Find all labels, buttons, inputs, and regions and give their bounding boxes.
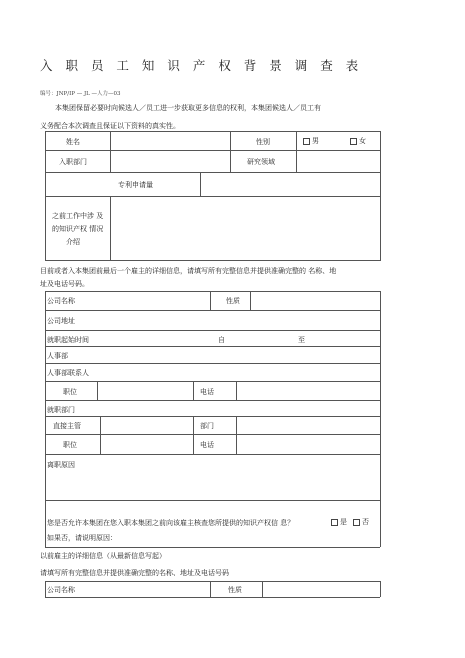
yes-label: 是 — [340, 518, 347, 526]
prior-ip-label-3: 介绍 — [66, 238, 80, 246]
employer-intro-2: 址及电话号码。 — [40, 280, 89, 288]
form-title: 入 职 员 工 知 识 产 权 背 景 调 查 表 — [40, 58, 363, 73]
research-label: 研究领域 — [247, 158, 275, 166]
consent-no-option[interactable] — [353, 517, 369, 527]
female-checkbox[interactable] — [350, 138, 357, 145]
name-label: 姓名 — [66, 138, 80, 146]
female-option[interactable] — [350, 136, 366, 146]
prev-employer-note: 请填写所有完整信息并提供准确完整的名称、地址及电话号码 — [40, 569, 229, 577]
male-option[interactable] — [303, 136, 319, 146]
consent-yes-option[interactable] — [331, 517, 347, 527]
patent-label: 专利申请量 — [118, 181, 153, 189]
from-label: 自 — [218, 336, 225, 344]
company-address-label: 公司地址 — [47, 317, 75, 325]
no-checkbox[interactable] — [353, 519, 360, 526]
phone-label: 电话 — [200, 388, 214, 396]
nature-label: 性质 — [226, 297, 240, 305]
employer-intro-1: 目前或者入本集团前最后一个雇主的详细信息，请填写所有完整信息并提供准确完整的 名称、地 — [40, 267, 337, 275]
start-time-label: 就职起始时间 — [47, 336, 89, 344]
intro-line-2: 义务配合本次调查且保证以下资料的真实性。 — [40, 122, 180, 130]
phone2-label: 电话 — [200, 441, 214, 449]
no-label: 否 — [362, 518, 369, 526]
work-dept-label: 就职部门 — [47, 406, 75, 414]
company-name-label: 公司名称 — [47, 297, 75, 305]
leave-reason-label: 离职原因 — [47, 461, 75, 469]
prior-ip-label-1: 之前工作中涉 及 — [52, 212, 104, 220]
prev-employer-heading: 以前雇主的详细信息（从最新信息写起） — [40, 552, 166, 560]
hr-contact-label: 人事部联系人 — [47, 369, 89, 377]
female-label: 女 — [359, 137, 366, 145]
to-label: 至 — [298, 336, 305, 344]
position2-label: 职位 — [63, 441, 77, 449]
form-code: 编号：JNP/IP — JL —人力—03 — [40, 91, 121, 97]
prior-ip-label-2: 的知识产权 情况 — [52, 225, 104, 233]
male-label: 男 — [312, 137, 319, 145]
prev-nature-label: 性质 — [228, 586, 242, 594]
yes-checkbox[interactable] — [331, 519, 338, 526]
no-reason-label: 如果否，请说明原因： — [47, 534, 117, 542]
prev-company-name-label: 公司名称 — [47, 586, 75, 594]
male-checkbox[interactable] — [303, 138, 310, 145]
intro-line-1: 本集团保留必要时向候选人／员工进一步获取更多信息的权利，本集团候选人／员工有 — [55, 104, 321, 112]
supervisor-label: 直接主管 — [53, 422, 81, 430]
dept-label: 入职部门 — [59, 158, 87, 166]
hr-label: 人事部 — [47, 352, 68, 360]
department-label: 部门 — [200, 422, 214, 430]
position-label: 职位 — [63, 388, 77, 396]
consent-question: 您是否允许本集团在您入职本集团之前向该雇主核查您所提供的知识产权信 息？ — [47, 519, 295, 527]
gender-label: 性别 — [256, 138, 270, 146]
